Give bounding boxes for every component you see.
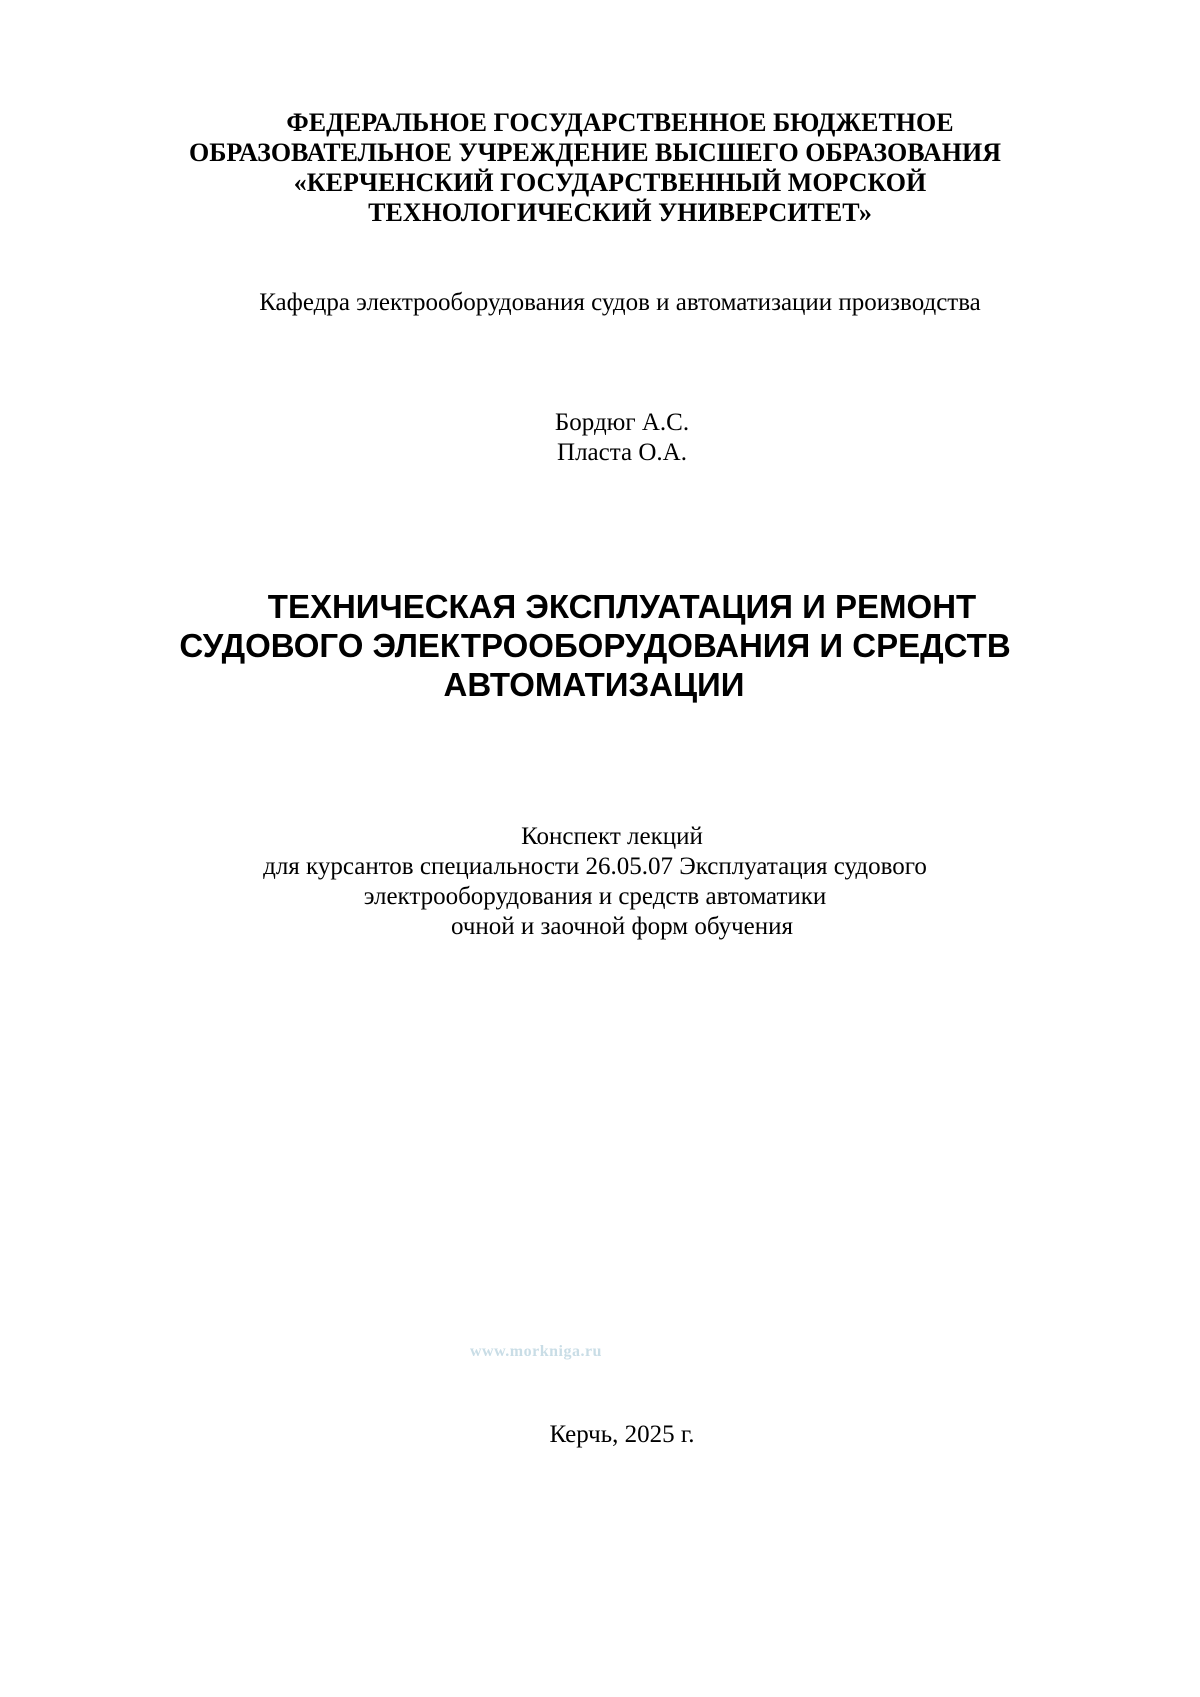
institution-line-3: «КЕРЧЕНСКИЙ ГОСУДАРСТВЕННЫЙ МОРСКОЙ bbox=[293, 168, 927, 197]
institution-line-2: ОБРАЗОВАТЕЛЬНОЕ УЧРЕЖДЕНИЕ ВЫСШЕГО ОБРАЗОВАНИЯ bbox=[189, 138, 1001, 167]
department-name: Кафедра электрооборудования судов и автоматизации производства bbox=[259, 289, 981, 316]
author-2: Пласта О.А. bbox=[557, 439, 687, 466]
place-year: Керчь, 2025 г. bbox=[549, 1421, 695, 1448]
watermark-text: www.morkniga.ru bbox=[470, 1343, 602, 1360]
description-line-3: электрооборудования и средств автоматики bbox=[363, 883, 827, 910]
title-line-3: АВТОМАТИЗАЦИИ bbox=[443, 666, 745, 703]
author-1: Бордюг А.С. bbox=[554, 409, 690, 436]
title-line-1: ТЕХНИЧЕСКАЯ ЭКСПЛУАТАЦИЯ И РЕМОНТ bbox=[267, 588, 977, 625]
title-line-2: СУДОВОГО ЭЛЕКТРООБОРУДОВАНИЯ И СРЕДСТВ bbox=[179, 627, 1011, 664]
institution-line-4: ТЕХНОЛОГИЧЕСКИЙ УНИВЕРСИТЕТ» bbox=[368, 198, 872, 227]
description-line-1: Конспект лекций bbox=[521, 823, 703, 850]
description-line-2: для курсантов специальности 26.05.07 Эксплуатация судового bbox=[263, 853, 927, 880]
institution-line-1: ФЕДЕРАЛЬНОЕ ГОСУДАРСТВЕННОЕ БЮДЖЕТНОЕ bbox=[286, 108, 954, 137]
description-line-4: очной и заочной форм обучения bbox=[450, 913, 794, 940]
